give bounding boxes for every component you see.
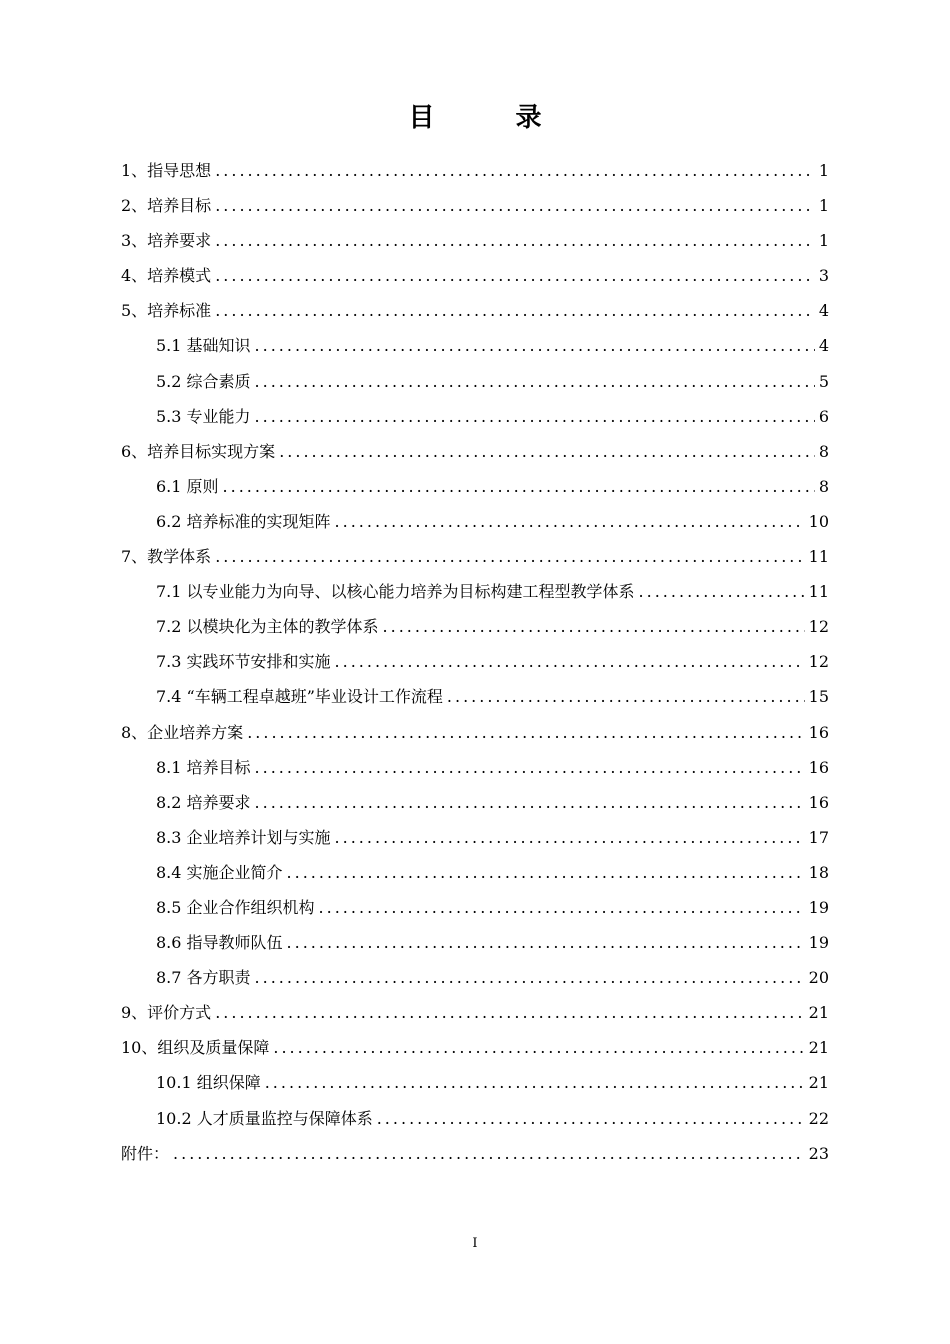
toc-entry-label: 8.7 各方职责 bbox=[156, 968, 251, 988]
toc-entry-label: 5.1 基础知识 bbox=[156, 336, 251, 356]
toc-entry-page: 15 bbox=[808, 687, 829, 707]
page-number: I bbox=[472, 1236, 478, 1251]
toc-entry-label: 8.4 实施企业简介 bbox=[156, 862, 283, 882]
toc-entry-label: 6.2 培养标准的实现矩阵 bbox=[156, 511, 331, 531]
toc-entry-label: 10、组织及质量保障 bbox=[121, 1038, 270, 1058]
toc-leader-dots bbox=[383, 609, 805, 644]
toc-entry-page: 1 bbox=[818, 196, 829, 216]
toc-entry-label: 2、培养目标 bbox=[121, 196, 212, 216]
toc-leader-dots bbox=[255, 750, 805, 785]
toc-entry-label: 7.4 “车辆工程卓越班”毕业设计工作流程 bbox=[156, 687, 443, 707]
toc-entry-label: 8.6 指导教师队伍 bbox=[156, 933, 283, 953]
toc-entry-page: 6 bbox=[818, 406, 829, 426]
toc-entry-label: 1、指导思想 bbox=[121, 161, 212, 180]
toc-leader-dots bbox=[255, 328, 815, 363]
toc-leader-dots bbox=[215, 258, 815, 293]
toc-entry-label: 6、培养目标实现方案 bbox=[121, 441, 276, 461]
toc-leader-dots bbox=[335, 504, 805, 539]
toc-entry-page: 21 bbox=[808, 1003, 829, 1023]
toc-entry-label: 5.3 专业能力 bbox=[156, 406, 251, 426]
toc-leader-dots bbox=[173, 1136, 805, 1171]
toc-entry-label: 4、培养模式 bbox=[121, 266, 212, 286]
toc-entry-page: 5 bbox=[818, 371, 829, 391]
toc-entry[interactable] bbox=[121, 750, 829, 785]
toc-leader-dots bbox=[255, 399, 815, 434]
toc-leader-dots bbox=[215, 188, 815, 223]
toc-entry[interactable] bbox=[121, 364, 829, 399]
toc-leader-dots bbox=[255, 785, 805, 820]
toc-entry-label: 7.2 以模块化为主体的教学体系 bbox=[156, 617, 379, 637]
toc-entry-page: 21 bbox=[808, 1038, 829, 1058]
toc-entry-page: 3 bbox=[818, 266, 829, 286]
toc-entry[interactable] bbox=[121, 539, 829, 574]
page-title: 目 录 bbox=[408, 103, 578, 133]
toc-entry[interactable] bbox=[121, 188, 829, 223]
toc-leader-dots bbox=[215, 223, 815, 258]
toc-entry-label: 8.3 企业培养计划与实施 bbox=[156, 827, 331, 847]
toc-entry-page: 18 bbox=[808, 862, 829, 882]
toc-entry-page: 23 bbox=[808, 1143, 829, 1163]
toc-leader-dots bbox=[255, 960, 805, 995]
toc-entry-label: 5、培养标准 bbox=[121, 301, 212, 321]
toc-leader-dots bbox=[447, 679, 805, 714]
toc-entry-label: 3、培养要求 bbox=[121, 231, 212, 251]
toc-entry-page: 16 bbox=[808, 792, 829, 812]
toc-entry[interactable] bbox=[121, 328, 829, 363]
toc-entry-page: 11 bbox=[808, 582, 829, 602]
toc-leader-dots bbox=[215, 995, 804, 1030]
toc-leader-dots bbox=[287, 855, 805, 890]
toc-entry[interactable] bbox=[121, 1065, 829, 1100]
toc-entry[interactable] bbox=[121, 223, 829, 258]
toc-entry-label: 8.2 培养要求 bbox=[156, 792, 251, 812]
toc-leader-dots bbox=[273, 1030, 804, 1065]
toc-leader-dots bbox=[639, 574, 805, 609]
toc-entry-page: 11 bbox=[808, 547, 829, 567]
toc-entry-label: 9、评价方式 bbox=[121, 1003, 212, 1023]
toc-entry[interactable] bbox=[121, 293, 829, 328]
toc-entry[interactable] bbox=[121, 469, 829, 504]
toc-entry-page: 16 bbox=[808, 722, 829, 742]
toc-entry-page: 10 bbox=[808, 511, 829, 531]
toc-entry-page: 4 bbox=[818, 301, 829, 321]
toc-entry-page: 12 bbox=[808, 652, 829, 672]
toc-entry-label: 7、教学体系 bbox=[121, 547, 212, 567]
toc-entry[interactable] bbox=[121, 785, 829, 820]
toc-entry-page: 8 bbox=[818, 476, 829, 496]
toc-entry-page: 1 bbox=[818, 161, 829, 180]
toc-leader-dots bbox=[265, 1065, 805, 1100]
toc-entry-label: 8.5 企业合作组织机构 bbox=[156, 897, 315, 917]
toc-entry-page: 20 bbox=[808, 968, 829, 988]
toc-entry-page: 12 bbox=[808, 617, 829, 637]
toc-entry-label: 7.3 实践环节安排和实施 bbox=[156, 652, 331, 672]
toc-entry[interactable] bbox=[121, 399, 829, 434]
toc-leader-dots bbox=[215, 293, 815, 328]
toc-entry[interactable] bbox=[121, 434, 829, 469]
toc-entry-page: 21 bbox=[808, 1073, 829, 1093]
toc-entry-page: 4 bbox=[818, 336, 829, 356]
toc-entry[interactable] bbox=[121, 995, 829, 1030]
toc-entry-page: 16 bbox=[808, 757, 829, 777]
toc-leader-dots bbox=[215, 153, 815, 188]
toc-entry-label: 7.1 以专业能力为向导、以核心能力培养为目标构建工程型教学体系 bbox=[156, 582, 635, 602]
toc-entry[interactable] bbox=[121, 574, 829, 609]
toc-entry-page: 22 bbox=[808, 1108, 829, 1128]
toc-entry-label: 10.1 组织保障 bbox=[156, 1073, 261, 1093]
toc-entry[interactable] bbox=[121, 504, 829, 539]
toc-entry-page: 1 bbox=[818, 231, 829, 251]
toc-entry[interactable] bbox=[121, 258, 829, 293]
toc-leader-dots bbox=[223, 469, 815, 504]
toc-entry-page: 17 bbox=[808, 827, 829, 847]
toc-entry[interactable] bbox=[121, 890, 829, 925]
toc-leader-dots bbox=[255, 364, 815, 399]
table-of-contents bbox=[121, 153, 829, 1171]
toc-leader-dots bbox=[279, 434, 815, 469]
toc-leader-dots bbox=[335, 820, 805, 855]
toc-entry[interactable] bbox=[121, 153, 829, 188]
toc-entry[interactable] bbox=[121, 925, 829, 960]
toc-entry[interactable] bbox=[121, 609, 829, 644]
toc-entry-label: 8.1 培养目标 bbox=[156, 757, 251, 777]
toc-entry-page: 19 bbox=[808, 897, 829, 917]
toc-entry[interactable] bbox=[121, 679, 829, 714]
toc-entry-label: 8、企业培养方案 bbox=[121, 722, 244, 742]
toc-leader-dots bbox=[335, 644, 805, 679]
toc-entry[interactable] bbox=[121, 960, 829, 995]
toc-leader-dots bbox=[319, 890, 805, 925]
toc-entry-page: 8 bbox=[818, 441, 829, 461]
toc-entry[interactable] bbox=[121, 855, 829, 890]
toc-leader-dots bbox=[215, 539, 804, 574]
toc-entry-label: 5.2 综合素质 bbox=[156, 371, 251, 391]
toc-entry[interactable] bbox=[121, 1136, 829, 1171]
toc-leader-dots bbox=[287, 925, 805, 960]
toc-entry[interactable] bbox=[121, 715, 829, 750]
toc-entry[interactable] bbox=[121, 820, 829, 855]
toc-entry[interactable] bbox=[121, 1101, 829, 1136]
toc-entry-label: 10.2 人才质量监控与保障体系 bbox=[156, 1108, 373, 1128]
toc-leader-dots bbox=[377, 1101, 805, 1136]
toc-leader-dots bbox=[247, 715, 804, 750]
toc-entry-label: 附件： bbox=[121, 1143, 170, 1163]
toc-entry[interactable] bbox=[121, 1030, 829, 1065]
toc-entry[interactable] bbox=[121, 644, 829, 679]
toc-entry-label: 6.1 原则 bbox=[156, 476, 219, 496]
toc-entry-page: 19 bbox=[808, 933, 829, 953]
